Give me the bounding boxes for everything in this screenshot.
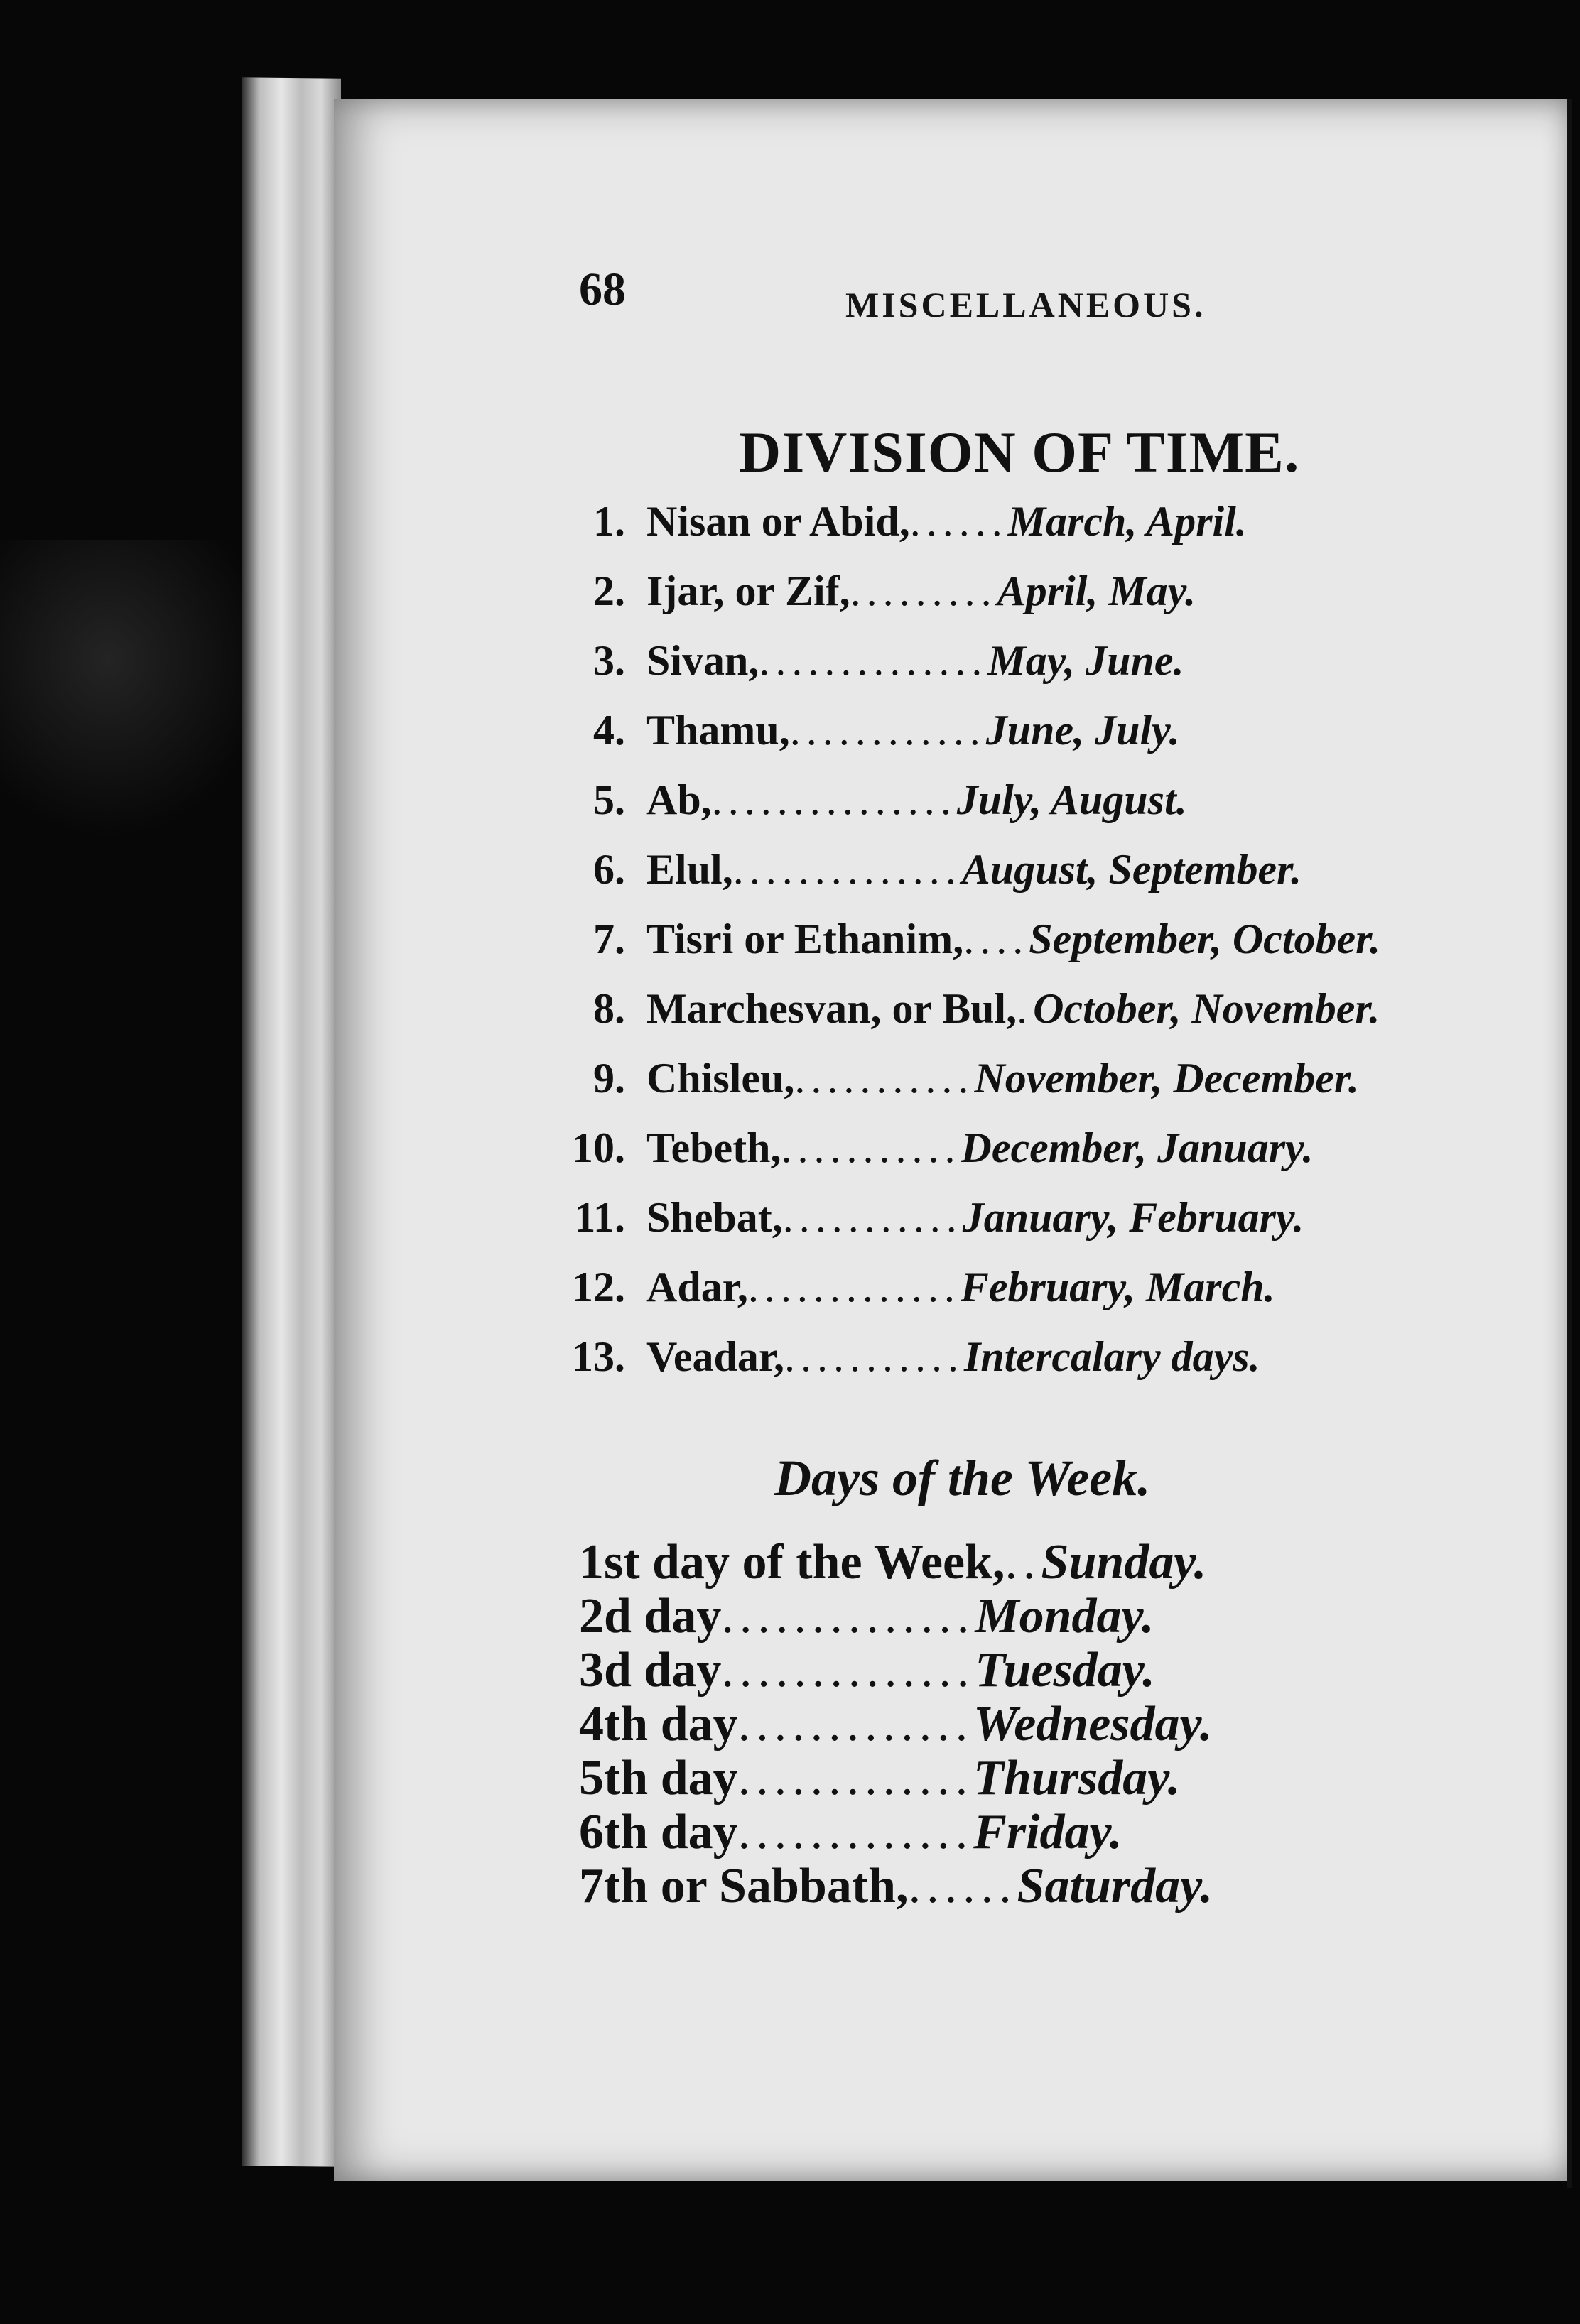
hebrew-month-name: Shebat, xyxy=(646,1194,783,1241)
month-row xyxy=(540,636,1463,706)
hebrew-month-name: Sivan, xyxy=(646,637,759,684)
day-label: 4th day xyxy=(579,1697,738,1752)
month-row xyxy=(540,497,1463,567)
dot-leader: ........... xyxy=(781,1124,961,1171)
dot-leader: ......... xyxy=(850,568,997,614)
dot-leader: . xyxy=(1017,985,1034,1032)
english-months: April, May. xyxy=(997,568,1196,614)
dot-leader: .............. xyxy=(721,1643,975,1698)
english-day-name: Friday. xyxy=(973,1805,1122,1859)
dot-leader: ............. xyxy=(737,1751,974,1806)
day-row xyxy=(579,1642,1432,1696)
day-label: 2d day xyxy=(579,1589,722,1644)
running-head: MISCELLANEOUS. xyxy=(845,285,1206,325)
month-row xyxy=(540,1124,1463,1193)
month-row xyxy=(540,984,1463,1054)
month-number: 5. xyxy=(593,776,625,823)
month-row xyxy=(540,706,1463,776)
days-of-week-title: Days of the Week. xyxy=(774,1450,1151,1506)
dot-leader: ............. xyxy=(737,1805,974,1859)
day-row xyxy=(579,1696,1432,1750)
english-day-name: Monday. xyxy=(975,1589,1154,1644)
months-list xyxy=(540,497,1463,1402)
month-row xyxy=(540,567,1463,636)
dot-leader: ............. xyxy=(737,1697,974,1752)
hebrew-month-name: Elul, xyxy=(646,846,733,893)
hebrew-month-name: Ab, xyxy=(646,776,712,823)
month-row xyxy=(540,1332,1463,1402)
day-row xyxy=(579,1588,1432,1642)
dot-leader: ........... xyxy=(794,1055,975,1102)
english-months: February, March. xyxy=(960,1264,1275,1310)
english-months: November, December. xyxy=(974,1055,1359,1102)
day-row xyxy=(579,1804,1432,1858)
dot-leader: .............. xyxy=(721,1589,975,1644)
day-label: 7th or Sabbath, xyxy=(579,1859,909,1913)
dot-leader: .............. xyxy=(732,846,962,893)
month-row xyxy=(540,776,1463,845)
month-row xyxy=(540,845,1463,915)
day-row xyxy=(579,1858,1432,1912)
english-day-name: Wednesday. xyxy=(973,1697,1213,1752)
hebrew-month-name: Chisleu, xyxy=(646,1055,795,1102)
dot-leader: .............. xyxy=(759,637,988,684)
dot-leader: ........... xyxy=(782,1194,963,1241)
day-label: 6th day xyxy=(579,1805,738,1859)
month-row xyxy=(540,1054,1463,1124)
month-number: 10. xyxy=(572,1124,625,1171)
month-number: 8. xyxy=(593,985,625,1032)
english-months: January, February. xyxy=(962,1194,1304,1241)
day-row xyxy=(579,1750,1432,1804)
month-number: 12. xyxy=(572,1264,625,1310)
dot-leader: ............. xyxy=(747,1264,961,1310)
hebrew-month-name: Marchesvan, or Bul, xyxy=(646,985,1017,1032)
dot-leader: ............ xyxy=(789,707,986,754)
day-label: 1st day of the Week, xyxy=(579,1535,1005,1590)
hebrew-month-name: Tebeth, xyxy=(646,1124,781,1171)
english-months: October, November. xyxy=(1033,985,1380,1032)
english-months: August, September. xyxy=(961,846,1302,893)
scan-bleed-mark xyxy=(0,540,270,838)
hebrew-month-name: Thamu, xyxy=(646,707,790,754)
english-months: December, January. xyxy=(961,1124,1314,1171)
english-months: September, October. xyxy=(1029,916,1381,962)
dot-leader: .. xyxy=(1005,1535,1041,1590)
dot-leader: .... xyxy=(963,916,1029,962)
hebrew-month-name: Ijar, or Zif, xyxy=(646,568,850,614)
division-of-time-title: DIVISION OF TIME. xyxy=(739,420,1300,484)
month-row xyxy=(540,915,1463,984)
month-number: 1. xyxy=(593,498,625,545)
hebrew-month-name: Nisan or Abid, xyxy=(646,498,910,545)
english-months: Intercalary days. xyxy=(963,1333,1260,1380)
month-number: 2. xyxy=(593,568,625,614)
page-number: 68 xyxy=(579,264,626,315)
english-months: June, July. xyxy=(985,707,1180,754)
stacked-page-edges xyxy=(242,77,341,2166)
hebrew-month-name: Veadar, xyxy=(646,1333,784,1380)
days-list xyxy=(579,1534,1432,1912)
dot-leader: ...... xyxy=(909,498,1008,545)
dot-leader: ........... xyxy=(784,1333,964,1380)
english-day-name: Sunday. xyxy=(1041,1535,1207,1590)
month-number: 6. xyxy=(593,846,625,893)
dot-leader: ...... xyxy=(908,1859,1017,1913)
dot-leader: ............... xyxy=(711,776,957,823)
hebrew-month-name: Adar, xyxy=(646,1264,748,1310)
month-number: 13. xyxy=(572,1333,625,1380)
english-day-name: Thursday. xyxy=(973,1751,1181,1806)
hebrew-month-name: Tisri or Ethanim, xyxy=(646,916,964,962)
english-months: July, August. xyxy=(956,776,1187,823)
month-number: 3. xyxy=(593,637,625,684)
month-number: 9. xyxy=(593,1055,625,1102)
month-number: 11. xyxy=(574,1194,625,1241)
month-row xyxy=(540,1193,1463,1263)
month-row xyxy=(540,1263,1463,1332)
english-day-name: Saturday. xyxy=(1017,1859,1213,1913)
english-months: May, June. xyxy=(988,637,1184,684)
month-number: 7. xyxy=(593,916,625,962)
day-row xyxy=(579,1534,1432,1588)
english-day-name: Tuesday. xyxy=(975,1643,1155,1698)
day-label: 3d day xyxy=(579,1643,722,1698)
day-label: 5th day xyxy=(579,1751,738,1806)
english-months: March, April. xyxy=(1007,498,1247,545)
page-right-border xyxy=(1567,99,1572,2188)
month-number: 4. xyxy=(593,707,625,754)
